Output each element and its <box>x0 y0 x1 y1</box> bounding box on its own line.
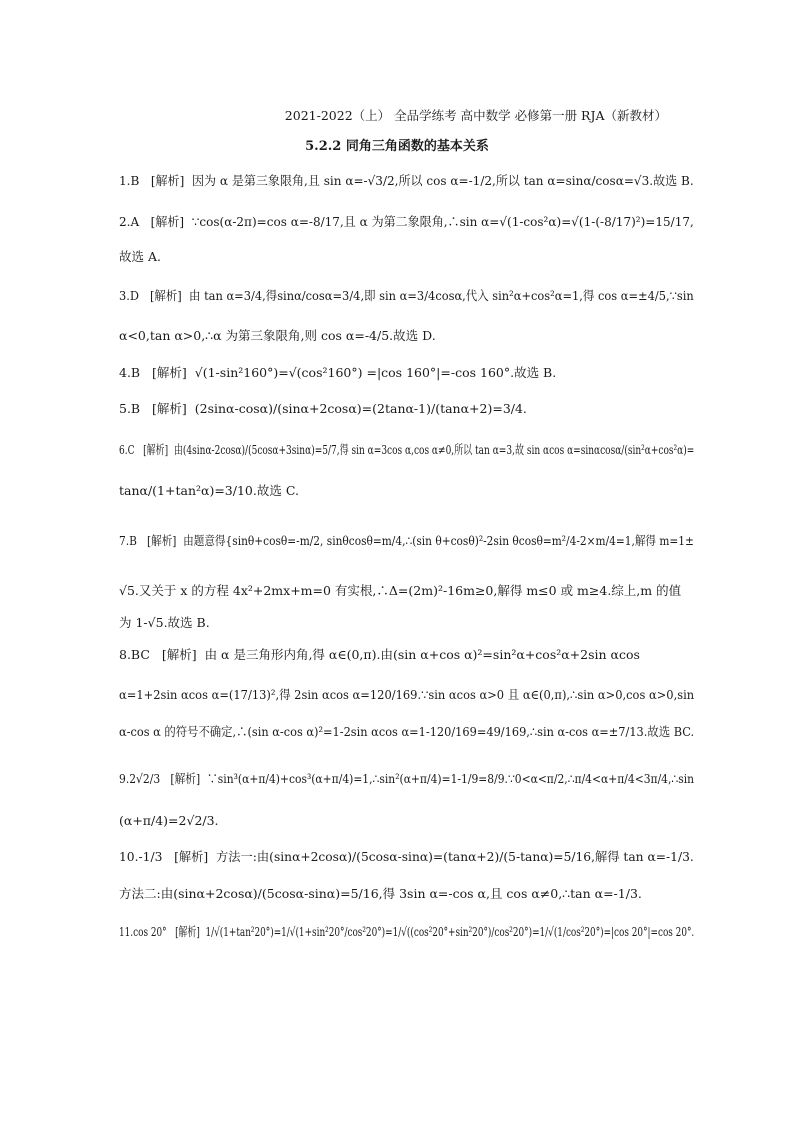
analysis-tag: [解析] <box>146 533 177 548</box>
answer-6-cont: tanα/(1+tan²α)=3/10.故选 C. <box>119 483 299 498</box>
analysis-tag: [解析] <box>143 442 169 457</box>
analysis-tag: [解析] <box>152 401 187 416</box>
section-title: 5.2.2 同角三角函数的基本关系 <box>305 139 489 154</box>
answer-number: 1.B <box>119 173 140 188</box>
answer-7 <box>119 535 694 548</box>
answer-7-cont1: √5.又关于 x 的方程 4x²+2mx+m=0 有实根,∴Δ=(2m)²-16m≥0,解得 m≤0 或 m≥4.综上,m 的值 <box>119 583 682 598</box>
answer-3 <box>119 290 694 303</box>
analysis-tag: [解析] <box>150 173 185 188</box>
answer-text: 由(4sinα-2cosα)/(5cosα+3sinα)=5/7,得 sin α=3cos α,cos α≠0,所以 tan α=3,故 sin αcos α=sinαcosα/(sin²α+cos²α)= <box>173 442 695 457</box>
analysis-tag: [解析] <box>161 647 197 662</box>
answer-text: 由 tan α=3/4,得sinα/cosα=3/4,即 sin α=3/4cosα,代入 sin²α+cos²α=1,得 cos α=±4/5,∵sin <box>189 288 694 303</box>
answer-9-cont: (α+π/4)=2√2/3. <box>119 813 219 828</box>
analysis-tag: [解析] <box>152 365 187 380</box>
analysis-tag: [解析] <box>170 771 201 786</box>
answer-text: 由题意得{sinθ+cosθ=-m/2, sinθcosθ=m/4,∴(sin θ+cosθ)²-2sin θcosθ=m²/4-2×m/4=1,解得 m=1± <box>183 533 694 548</box>
answer-8-cont2: α-cos α 的符号不确定,∴(sin α-cos α)²=1-2sin αcos α=1-120/169=49/169,∴sin α-cos α=±7/13.故选 BC. <box>119 724 695 739</box>
answer-text: √(1-sin²160°)=√(cos²160°) =|cos 160°|=-cos 160°.故选 B. <box>194 365 557 380</box>
answer-6 <box>119 444 694 457</box>
answer-text: ∵sin³(α+π/4)+cos³(α+π/4)=1,∴sin²(α+π/4)=1-1/9=8/9.∵0<α<π/2,∴π/4<α+π/4<3π/4,∴sin <box>207 771 695 786</box>
answer-1 <box>119 175 694 188</box>
document-header: 2021-2022（上） 全品学练考 高中数学 必修第一册 RJA（新教材） <box>284 108 667 123</box>
answer-8-cont1: α=1+2sin αcos α=(17/13)²,得 2sin αcos α=120/169.∵sin αcos α>0 且 α∈(0,π),∴sin α>0,cos α>0,sin <box>119 687 695 702</box>
answer-number: 2.A <box>119 214 140 229</box>
answer-10 <box>119 851 694 864</box>
analysis-tag: [解析] <box>150 214 185 229</box>
answer-number: 6.C <box>119 442 135 457</box>
answer-text: 方法一:由(sinα+2cosα)/(5cosα-sinα)=(tanα+2)/(5-tanα)=5/16,解得 tan α=-1/3. <box>215 849 694 864</box>
answer-4 <box>119 367 556 380</box>
answer-number: 4.B <box>119 365 141 380</box>
answer-number: 10.-1/3 <box>119 849 163 864</box>
answer-11 <box>119 926 694 939</box>
answer-number: 3.D <box>119 288 140 303</box>
answer-8 <box>119 649 640 662</box>
answer-10-method2: 方法二:由(sinα+2cosα)/(5cosα-sinα)=5/16,得 3sin α=-cos α,且 cos α≠0,∴tan α=-1/3. <box>119 886 642 901</box>
answer-2 <box>119 216 694 229</box>
answer-9 <box>119 773 694 786</box>
answer-text: ∵cos(α-2π)=cos α=-8/17,且 α 为第二象限角,∴sin α=√(1-cos²α)=√(1-(-8/17)²)=15/17, <box>191 214 694 229</box>
answer-3-cont: α<0,tan α>0,∴α 为第三象限角,则 cos α=-4/5.故选 D. <box>119 328 436 343</box>
answer-text: (2sinα-cosα)/(sinα+2cosα)=(2tanα-1)/(tanα+2)=3/4. <box>194 401 527 416</box>
answer-7-cont2: 为 1-√5.故选 B. <box>119 615 210 630</box>
analysis-tag: [解析] <box>149 288 182 303</box>
answer-text: 因为 α 是第三象限角,且 sin α=-√3/2,所以 cos α=-1/2,所以 tan α=sinα/cosα=√3.故选 B. <box>191 173 694 188</box>
answer-number: 11.cos 20° <box>119 924 167 939</box>
answer-number: 8.BC <box>119 647 150 662</box>
answer-2-cont: 故选 A. <box>119 249 161 264</box>
answer-number: 5.B <box>119 401 141 416</box>
answer-text: 1/√(1+tan²20°)=1/√(1+sin²20°/cos²20°)=1/√((cos²20°+sin²20°)/cos²20°)=1/√(1/cos²20°)=|cos 20°|=cos 20°. <box>205 924 695 939</box>
answer-number: 9.2√2/3 <box>119 771 161 786</box>
answer-text: 由 α 是三角形内角,得 α∈(0,π).由(sin α+cos α)²=sin²α+cos²α+2sin αcos <box>204 647 640 662</box>
analysis-tag: [解析] <box>175 924 200 939</box>
answer-number: 7.B <box>119 533 137 548</box>
answer-5 <box>119 403 527 416</box>
analysis-tag: [解析] <box>174 849 209 864</box>
